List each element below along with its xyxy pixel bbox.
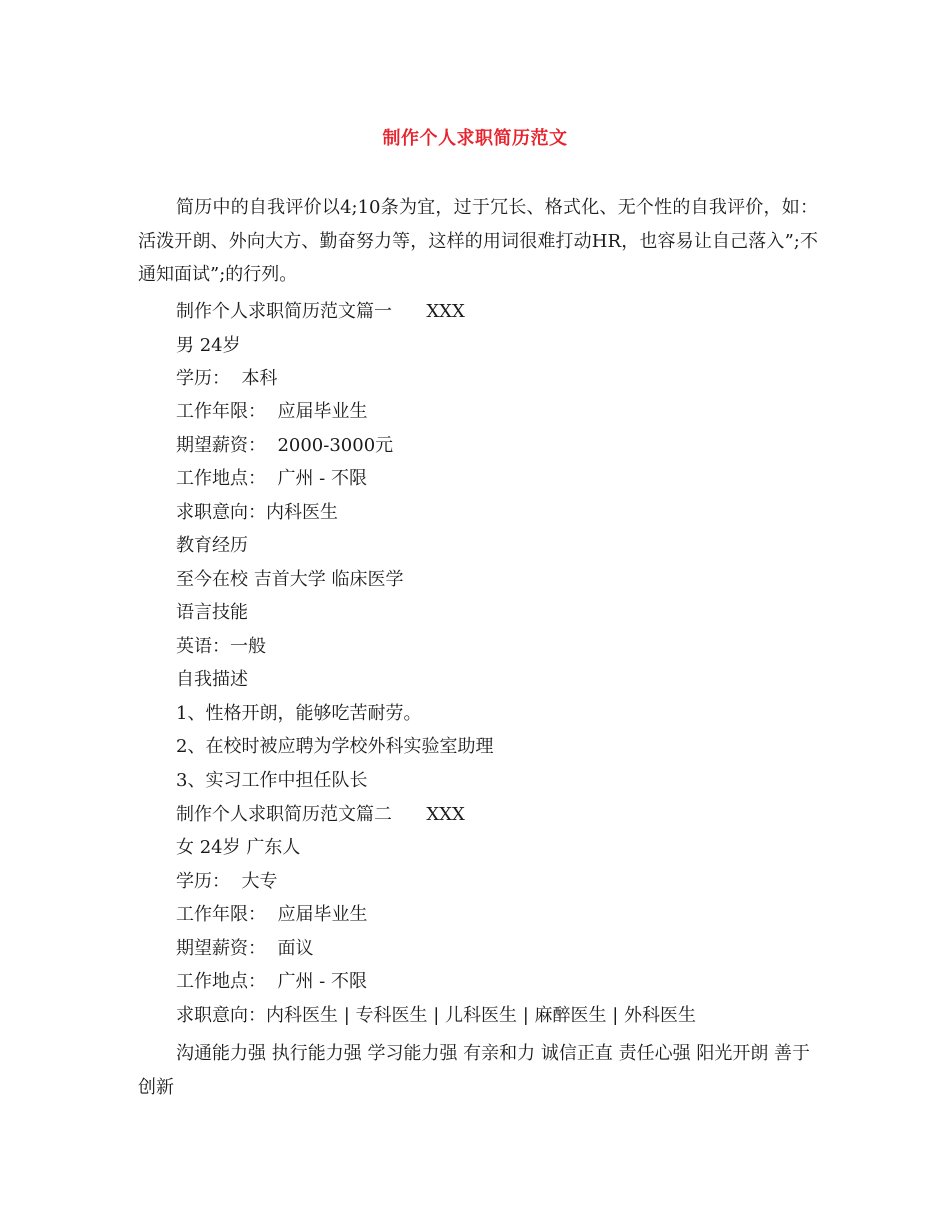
self-description-item: 3、实习工作中担任队长 (176, 770, 368, 791)
resume-two-heading: 制作个人求职简历范文篇二 XXX (176, 804, 465, 825)
resume-two-gender-age: 女 24岁 广东人 (176, 837, 301, 858)
language-section-heading: 语言技能 (176, 602, 248, 623)
resume-two-salary: 期望薪资： 面议 (176, 938, 314, 959)
resume-one-gender-age: 男 24岁 (176, 335, 241, 356)
resume-one-education: 学历： 本科 (176, 368, 278, 389)
document-title: 制作个人求职简历范文 (382, 128, 568, 149)
education-section-heading: 教育经历 (176, 535, 248, 556)
resume-one-intention: 求职意向：内科医生 (176, 502, 338, 523)
resume-one-location: 工作地点： 广州 - 不限 (176, 468, 367, 489)
resume-two-intention: 求职意向：内科医生 | 专科医生 | 儿科医生 | 麻醉医生 | 外科医生 (176, 1005, 697, 1026)
resume-one-work-years: 工作年限： 应届毕业生 (176, 401, 368, 422)
intro-paragraph: 简历中的自我评价以4;10条为宜，过于冗长、格式化、无个性的自我评价，如：活泼开朗、外向大方、勤奋努力等，这样的用词很难打动HR，也容易让自己落入”;不通知面试”;的行列。 (138, 197, 818, 285)
self-description-item: 2、在校时被应聘为学校外科实验室助理 (176, 736, 494, 757)
resume-two-work-years: 工作年限： 应届毕业生 (176, 904, 368, 925)
strengths-paragraph: 沟通能力强 执行能力强 学习能力强 有亲和力 诚信正直 责任心强 阳光开朗 善于创新 (138, 1043, 811, 1098)
education-entry: 至今在校 吉首大学 临床医学 (176, 569, 404, 590)
resume-two-location: 工作地点： 广州 - 不限 (176, 971, 367, 992)
resume-two-education: 学历： 大专 (176, 871, 278, 892)
resume-one-salary: 期望薪资： 2000-3000元 (176, 435, 394, 456)
self-description-heading: 自我描述 (176, 669, 248, 690)
resume-one-heading: 制作个人求职简历范文篇一 XXX (176, 301, 465, 322)
self-description-item: 1、性格开朗，能够吃苦耐劳。 (176, 703, 422, 724)
language-entry: 英语：一般 (176, 636, 266, 657)
